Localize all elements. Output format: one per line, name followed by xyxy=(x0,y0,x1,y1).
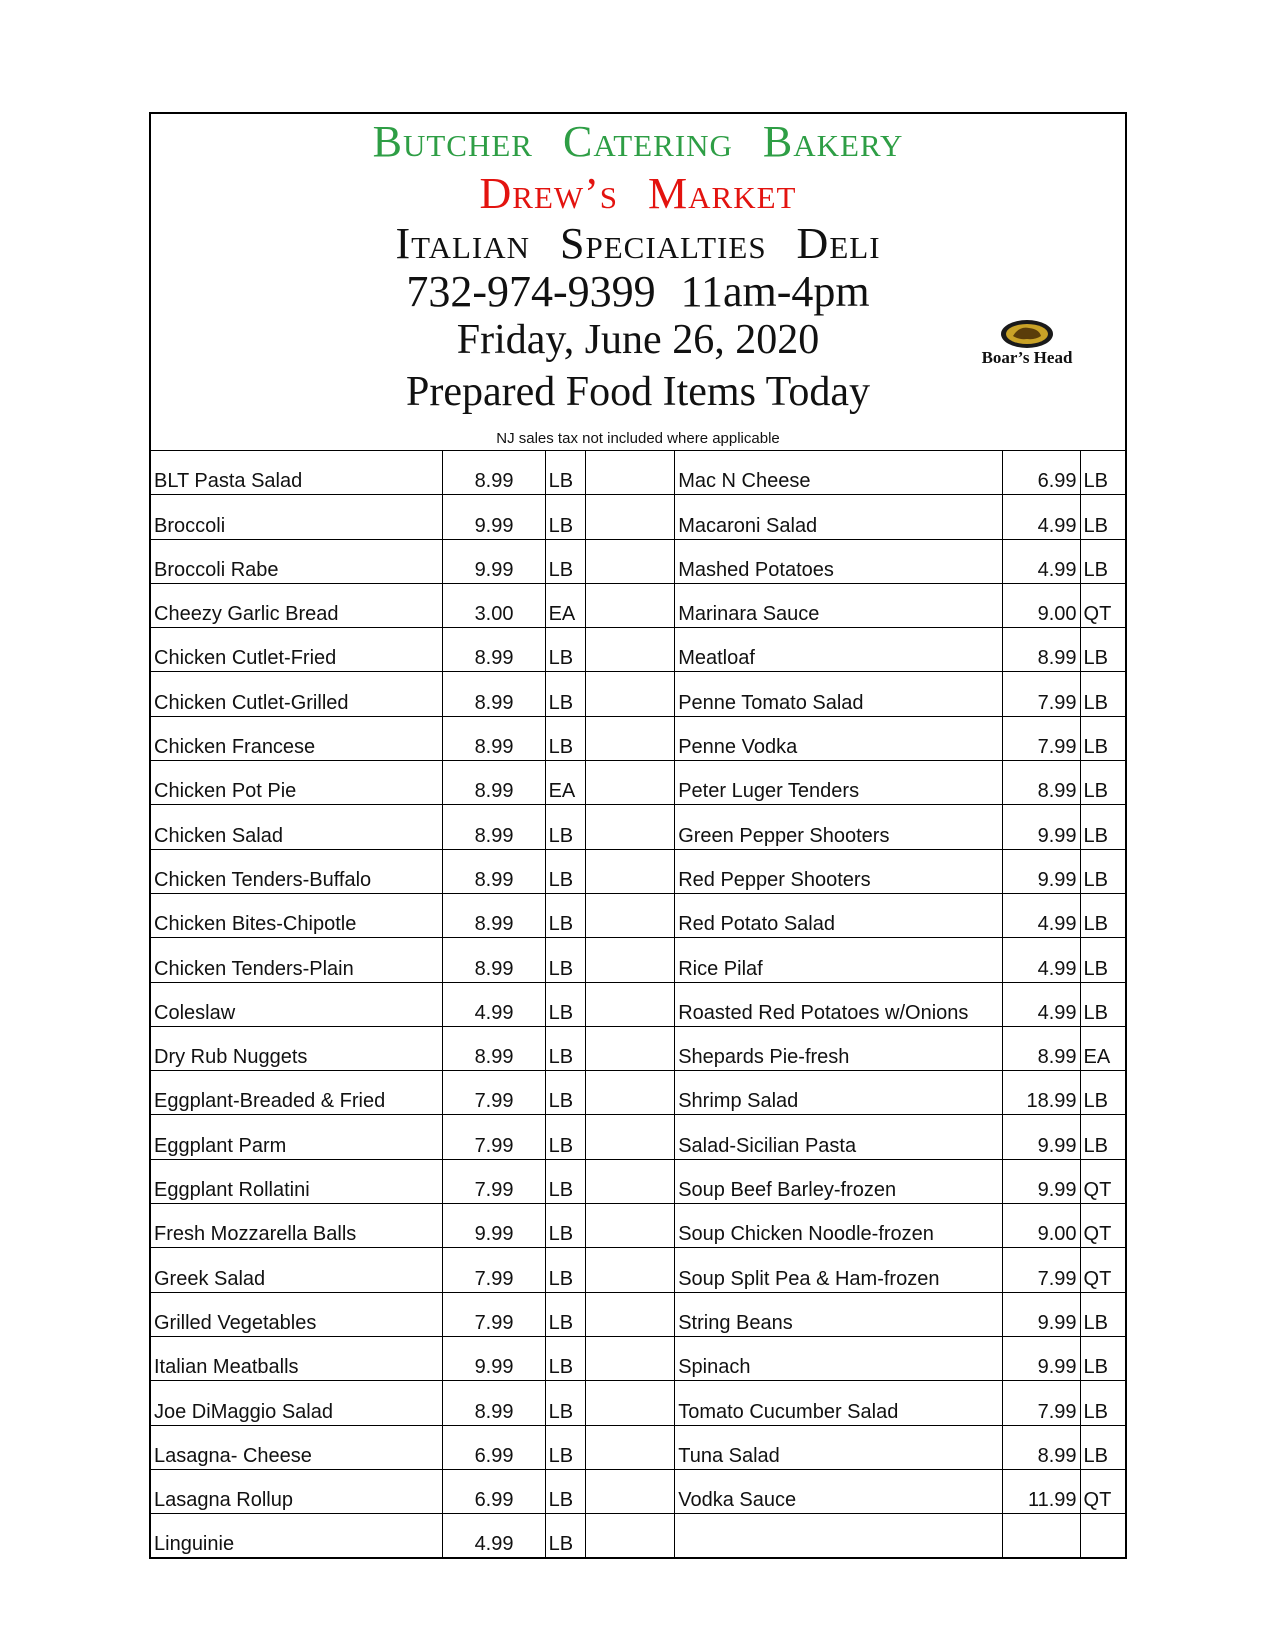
right-item-unit xyxy=(1080,1514,1125,1558)
spacer-cell xyxy=(586,1469,675,1513)
right-item-unit: EA xyxy=(1080,1026,1125,1070)
header xyxy=(151,114,1125,451)
right-item-name: Green Pepper Shooters xyxy=(675,805,1003,849)
right-item-price: 9.99 xyxy=(1002,805,1080,849)
left-item-unit: LB xyxy=(545,1115,586,1159)
left-item-name: Eggplant Parm xyxy=(151,1115,443,1159)
table-row xyxy=(151,1292,1125,1336)
left-item-name: Fresh Mozzarella Balls xyxy=(151,1204,443,1248)
right-item-price: 9.99 xyxy=(1002,849,1080,893)
items-table xyxy=(151,451,1125,1557)
spacer-cell xyxy=(586,1159,675,1203)
left-item-unit: LB xyxy=(545,1292,586,1336)
right-item-unit: LB xyxy=(1080,1292,1125,1336)
spacer-cell xyxy=(586,1381,675,1425)
left-item-price: 4.99 xyxy=(443,1514,545,1558)
left-item-name: BLT Pasta Salad xyxy=(151,451,443,495)
header-line-italian-specialties-deli: Italian Specialties Deli xyxy=(395,219,881,268)
right-item-price: 9.00 xyxy=(1002,1204,1080,1248)
right-item-unit: QT xyxy=(1080,1248,1125,1292)
right-item-price: 4.99 xyxy=(1002,539,1080,583)
right-item-price: 7.99 xyxy=(1002,716,1080,760)
right-item-name: Red Potato Salad xyxy=(675,893,1003,937)
left-item-unit: LB xyxy=(545,893,586,937)
right-item-name: Marinara Sauce xyxy=(675,583,1003,627)
right-item-name: Mac N Cheese xyxy=(675,451,1003,495)
left-item-name: Cheezy Garlic Bread xyxy=(151,583,443,627)
left-item-unit: LB xyxy=(545,1071,586,1115)
table-row xyxy=(151,1381,1125,1425)
right-item-price: 7.99 xyxy=(1002,672,1080,716)
spacer-cell xyxy=(586,1071,675,1115)
table-row xyxy=(151,1071,1125,1115)
left-item-price: 6.99 xyxy=(443,1469,545,1513)
right-item-price: 8.99 xyxy=(1002,1026,1080,1070)
spacer-cell xyxy=(586,1336,675,1380)
right-item-name: Tuna Salad xyxy=(675,1425,1003,1469)
left-item-unit: LB xyxy=(545,849,586,893)
left-item-price: 9.99 xyxy=(443,1336,545,1380)
spacer-cell xyxy=(586,1026,675,1070)
right-item-price: 9.99 xyxy=(1002,1292,1080,1336)
boars-head-logo xyxy=(979,318,1075,368)
left-item-name: Greek Salad xyxy=(151,1248,443,1292)
table-row xyxy=(151,893,1125,937)
left-item-name: Italian Meatballs xyxy=(151,1336,443,1380)
left-item-unit: LB xyxy=(545,1248,586,1292)
right-item-price: 9.99 xyxy=(1002,1115,1080,1159)
right-item-unit: LB xyxy=(1080,982,1125,1026)
logo-text: Boar’s Head xyxy=(981,348,1073,367)
left-item-name: Linguinie xyxy=(151,1514,443,1558)
table-row xyxy=(151,672,1125,716)
table-row xyxy=(151,628,1125,672)
right-item-price: 7.99 xyxy=(1002,1381,1080,1425)
right-item-unit: QT xyxy=(1080,1469,1125,1513)
table-row xyxy=(151,805,1125,849)
left-item-price: 7.99 xyxy=(443,1292,545,1336)
left-item-name: Eggplant Rollatini xyxy=(151,1159,443,1203)
header-line-market-name: Drew’s Market xyxy=(479,169,797,218)
menu-sheet xyxy=(149,112,1127,1559)
right-item-price: 9.99 xyxy=(1002,1159,1080,1203)
spacer-cell xyxy=(586,628,675,672)
left-item-name: Broccoli Rabe xyxy=(151,539,443,583)
left-item-name: Chicken Tenders-Buffalo xyxy=(151,849,443,893)
right-item-unit: QT xyxy=(1080,1159,1125,1203)
right-item-unit: LB xyxy=(1080,893,1125,937)
left-item-unit: LB xyxy=(545,1425,586,1469)
left-item-price: 7.99 xyxy=(443,1248,545,1292)
left-item-price: 9.99 xyxy=(443,495,545,539)
table-row xyxy=(151,1026,1125,1070)
left-item-unit: LB xyxy=(545,805,586,849)
right-item-name: Spinach xyxy=(675,1336,1003,1380)
left-item-unit: LB xyxy=(545,1469,586,1513)
right-item-name: Red Pepper Shooters xyxy=(675,849,1003,893)
right-item-name: Penne Tomato Salad xyxy=(675,672,1003,716)
left-item-unit: LB xyxy=(545,1336,586,1380)
left-item-name: Chicken Cutlet-Grilled xyxy=(151,672,443,716)
left-item-unit: EA xyxy=(545,761,586,805)
left-item-unit: LB xyxy=(545,495,586,539)
left-item-name: Broccoli xyxy=(151,495,443,539)
right-item-name: Peter Luger Tenders xyxy=(675,761,1003,805)
right-item-unit: LB xyxy=(1080,1425,1125,1469)
right-item-unit: LB xyxy=(1080,495,1125,539)
spacer-cell xyxy=(586,1204,675,1248)
left-item-name: Chicken Pot Pie xyxy=(151,761,443,805)
right-item-unit: LB xyxy=(1080,628,1125,672)
right-item-unit: LB xyxy=(1080,1336,1125,1380)
table-row xyxy=(151,495,1125,539)
right-item-name: String Beans xyxy=(675,1292,1003,1336)
right-item-name: Soup Chicken Noodle-frozen xyxy=(675,1204,1003,1248)
right-item-price: 7.99 xyxy=(1002,1248,1080,1292)
table-row xyxy=(151,1336,1125,1380)
left-item-name: Chicken Bites-Chipotle xyxy=(151,893,443,937)
header-phone-hours: 732-974-9399 11am-4pm xyxy=(406,267,870,316)
tax-note: NJ sales tax not included where applicable xyxy=(496,430,780,447)
table-row xyxy=(151,982,1125,1026)
right-item-unit: LB xyxy=(1080,451,1125,495)
left-item-name: Joe DiMaggio Salad xyxy=(151,1381,443,1425)
right-item-unit: QT xyxy=(1080,583,1125,627)
right-item-name: Salad-Sicilian Pasta xyxy=(675,1115,1003,1159)
right-item-price: 8.99 xyxy=(1002,1425,1080,1469)
left-item-price: 8.99 xyxy=(443,938,545,982)
right-item-name: Tomato Cucumber Salad xyxy=(675,1381,1003,1425)
left-item-price: 8.99 xyxy=(443,761,545,805)
right-item-name: Penne Vodka xyxy=(675,716,1003,760)
table-row xyxy=(151,849,1125,893)
spacer-cell xyxy=(586,982,675,1026)
left-item-price: 8.99 xyxy=(443,716,545,760)
left-item-unit: LB xyxy=(545,1381,586,1425)
table-row xyxy=(151,1425,1125,1469)
left-item-price: 4.99 xyxy=(443,982,545,1026)
right-item-price: 9.99 xyxy=(1002,1336,1080,1380)
table-row xyxy=(151,1514,1125,1558)
right-item-unit: LB xyxy=(1080,761,1125,805)
table-row xyxy=(151,716,1125,760)
header-date: Friday, June 26, 2020 xyxy=(456,317,820,363)
left-item-name: Chicken Tenders-Plain xyxy=(151,938,443,982)
left-item-unit: LB xyxy=(545,628,586,672)
left-item-name: Chicken Salad xyxy=(151,805,443,849)
left-item-unit: LB xyxy=(545,1204,586,1248)
left-item-unit: LB xyxy=(545,539,586,583)
left-item-unit: LB xyxy=(545,1026,586,1070)
table-row xyxy=(151,583,1125,627)
left-item-price: 8.99 xyxy=(443,893,545,937)
right-item-name: Shrimp Salad xyxy=(675,1071,1003,1115)
table-row xyxy=(151,761,1125,805)
table-row xyxy=(151,1204,1125,1248)
right-item-name: Soup Split Pea & Ham-frozen xyxy=(675,1248,1003,1292)
right-item-unit: LB xyxy=(1080,849,1125,893)
spacer-cell xyxy=(586,672,675,716)
spacer-cell xyxy=(586,583,675,627)
spacer-cell xyxy=(586,805,675,849)
spacer-cell xyxy=(586,1514,675,1558)
table-row xyxy=(151,1248,1125,1292)
right-item-unit: LB xyxy=(1080,1115,1125,1159)
table-row xyxy=(151,1159,1125,1203)
table-row xyxy=(151,451,1125,495)
left-item-price: 8.99 xyxy=(443,1381,545,1425)
left-item-name: Eggplant-Breaded & Fried xyxy=(151,1071,443,1115)
right-item-unit: LB xyxy=(1080,716,1125,760)
left-item-name: Lasagna- Cheese xyxy=(151,1425,443,1469)
right-item-price: 8.99 xyxy=(1002,628,1080,672)
left-item-unit: LB xyxy=(545,938,586,982)
header-line-butcher-catering-bakery: Butcher Catering Bakery xyxy=(372,117,904,166)
left-item-price: 8.99 xyxy=(443,628,545,672)
right-item-name: Shepards Pie-fresh xyxy=(675,1026,1003,1070)
right-item-name: Mashed Potatoes xyxy=(675,539,1003,583)
left-item-unit: LB xyxy=(545,1159,586,1203)
left-item-name: Chicken Cutlet-Fried xyxy=(151,628,443,672)
spacer-cell xyxy=(586,1425,675,1469)
table-row xyxy=(151,539,1125,583)
right-item-unit: LB xyxy=(1080,539,1125,583)
spacer-cell xyxy=(586,716,675,760)
left-item-unit: LB xyxy=(545,982,586,1026)
left-item-unit: EA xyxy=(545,583,586,627)
left-item-price: 8.99 xyxy=(443,672,545,716)
left-item-name: Coleslaw xyxy=(151,982,443,1026)
spacer-cell xyxy=(586,1292,675,1336)
left-item-unit: LB xyxy=(545,451,586,495)
spacer-cell xyxy=(586,849,675,893)
right-item-price: 18.99 xyxy=(1002,1071,1080,1115)
left-item-name: Chicken Francese xyxy=(151,716,443,760)
spacer-cell xyxy=(586,539,675,583)
left-item-price: 6.99 xyxy=(443,1425,545,1469)
left-item-unit: LB xyxy=(545,716,586,760)
right-item-unit: LB xyxy=(1080,805,1125,849)
table-row xyxy=(151,1115,1125,1159)
right-item-price: 4.99 xyxy=(1002,938,1080,982)
spacer-cell xyxy=(586,1248,675,1292)
spacer-cell xyxy=(586,1115,675,1159)
right-item-price: 8.99 xyxy=(1002,761,1080,805)
left-item-price: 7.99 xyxy=(443,1115,545,1159)
right-item-unit: LB xyxy=(1080,1381,1125,1425)
right-item-name: Soup Beef Barley-frozen xyxy=(675,1159,1003,1203)
spacer-cell xyxy=(586,893,675,937)
left-item-price: 7.99 xyxy=(443,1159,545,1203)
spacer-cell xyxy=(586,495,675,539)
right-item-name: Vodka Sauce xyxy=(675,1469,1003,1513)
left-item-price: 8.99 xyxy=(443,1026,545,1070)
right-item-unit: LB xyxy=(1080,1071,1125,1115)
right-item-price xyxy=(1002,1514,1080,1558)
left-item-unit: LB xyxy=(545,1514,586,1558)
right-item-unit: LB xyxy=(1080,672,1125,716)
right-item-price: 9.00 xyxy=(1002,583,1080,627)
left-item-price: 9.99 xyxy=(443,1204,545,1248)
spacer-cell xyxy=(586,451,675,495)
left-item-price: 9.99 xyxy=(443,539,545,583)
header-title: Prepared Food Items Today xyxy=(405,369,871,415)
right-item-price: 4.99 xyxy=(1002,893,1080,937)
right-item-price: 11.99 xyxy=(1002,1469,1080,1513)
right-item-price: 6.99 xyxy=(1002,451,1080,495)
right-item-price: 4.99 xyxy=(1002,495,1080,539)
left-item-price: 8.99 xyxy=(443,805,545,849)
left-item-name: Dry Rub Nuggets xyxy=(151,1026,443,1070)
left-item-unit: LB xyxy=(545,672,586,716)
table-row xyxy=(151,938,1125,982)
spacer-cell xyxy=(586,761,675,805)
right-item-price: 4.99 xyxy=(1002,982,1080,1026)
table-row xyxy=(151,1469,1125,1513)
right-item-unit: LB xyxy=(1080,938,1125,982)
left-item-price: 8.99 xyxy=(443,451,545,495)
right-item-name: Meatloaf xyxy=(675,628,1003,672)
left-item-name: Grilled Vegetables xyxy=(151,1292,443,1336)
right-item-name: Rice Pilaf xyxy=(675,938,1003,982)
left-item-price: 7.99 xyxy=(443,1071,545,1115)
right-item-name: Roasted Red Potatoes w/Onions xyxy=(675,982,1003,1026)
right-item-name xyxy=(675,1514,1003,1558)
left-item-price: 3.00 xyxy=(443,583,545,627)
left-item-price: 8.99 xyxy=(443,849,545,893)
right-item-name: Macaroni Salad xyxy=(675,495,1003,539)
spacer-cell xyxy=(586,938,675,982)
right-item-unit: QT xyxy=(1080,1204,1125,1248)
left-item-name: Lasagna Rollup xyxy=(151,1469,443,1513)
